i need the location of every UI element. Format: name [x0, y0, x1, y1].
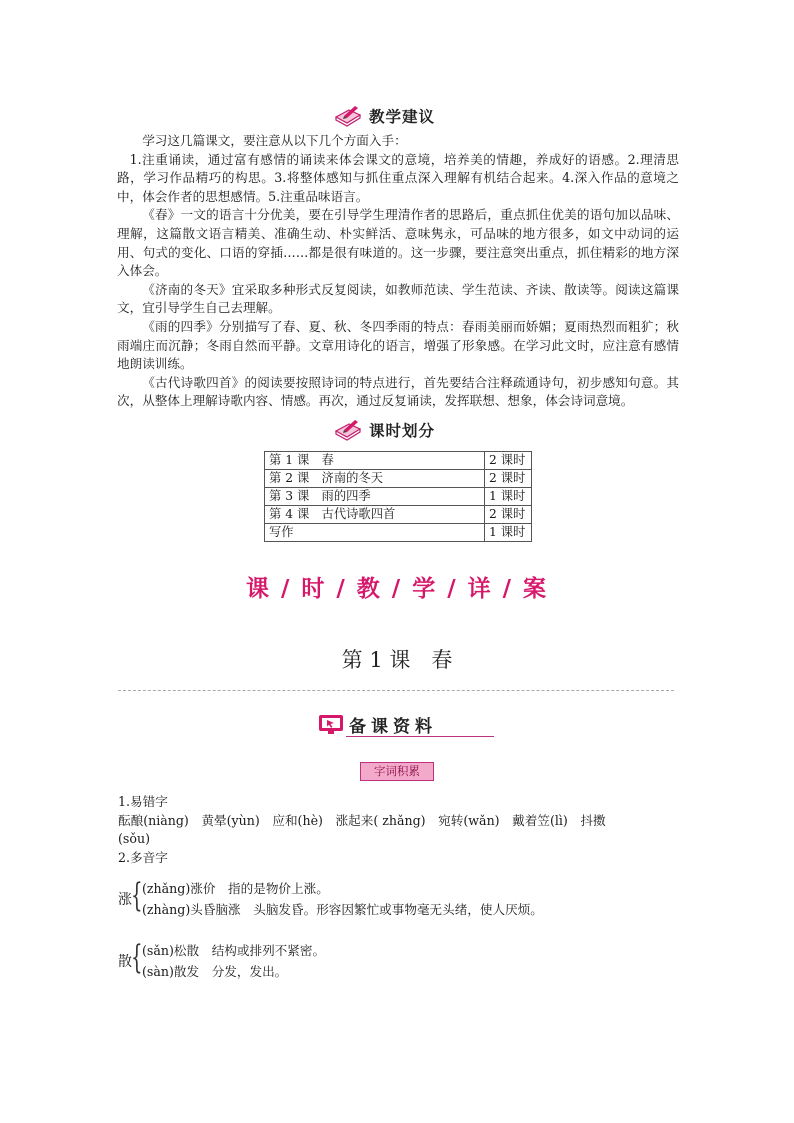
prep-title: 备课资料: [349, 717, 437, 737]
table-row: [265, 452, 532, 470]
lesson-cell: 第 4 课 古代诗歌四首: [265, 506, 485, 524]
typo-chars-list: 酝酿(niàng) 黄晕(yùn) 应和(hè) 涨起来( zhǎng) 宛转(wǎn) 戴着笠(lì) 抖擞: [118, 813, 606, 828]
lesson-cell: 第 1 课 春: [265, 452, 485, 470]
paragraph: 《春》一文的语言十分优美，要在引导学生理清作者的思路后，重点抓住优美的语句加以品味、理解，这篇散文语言精美、准确生动、朴实鲜活、意味隽永，可品味的地方很多，如文中动词的运用、句式的变化、口语的穿插……都是很有味道的。这一步骤，要注意突出重点，抓住精彩的地方深入体会。: [117, 207, 679, 279]
pen-book-icon: [333, 418, 363, 442]
pen-book-icon: [333, 104, 363, 128]
brace: {: [131, 937, 143, 976]
heading-polyphones: 2.多音字: [118, 850, 168, 865]
lesson-cell: 写作: [265, 524, 485, 542]
paragraph: 学习这几篇课文，要注意从以下几个方面入手：: [142, 133, 407, 148]
hours-cell: 2 课时: [485, 452, 532, 470]
table-row: [265, 524, 532, 542]
paragraph: 《雨的四季》分别描写了春、夏、秋、冬四季雨的特点：春雨美丽而娇媚；夏雨热烈而粗犷；秋雨端庄而沉静；冬雨自然而平静。文章用诗化的语言，增强了形象感。在学习此文时，应注意有感情地朗读训练。: [117, 318, 679, 372]
brace: {: [131, 875, 143, 914]
hours-cell: 2 课时: [485, 470, 532, 488]
polyphone-reading: (sǎn)松散 结构或排列不紧密。: [142, 943, 326, 958]
paragraph: 1.注重诵读，通过富有感情的诵读来体会课文的意境，培养美的情趣，养成好的语感。2.理清思路，学习作品精巧的构思。3.将整体感知与抓住重点深入理解有机结合起来。4.深入作品的意境之中，体会作者的思想感情。5.注重品味语言。: [117, 151, 679, 204]
lesson-cell: 第 2 课 济南的冬天: [265, 470, 485, 488]
title-underline: [346, 736, 494, 737]
prep-heading: [318, 712, 496, 744]
section-heading-teaching-advice: [333, 104, 435, 128]
monitor-icon: [318, 714, 344, 736]
hours-cell: 2 课时: [485, 506, 532, 524]
teaching-advice-body: [117, 132, 679, 411]
section-title: 课时划分: [369, 422, 436, 440]
table-row: [265, 488, 532, 506]
polyphone-char: 散: [118, 954, 132, 970]
paragraph: 《古代诗歌四首》的阅读要按照诗词的特点进行，首先要结合注释疏通诗句，初步感知句意。其次，从整体上理解诗歌内容、情感。再次，通过反复诵读，发挥联想、想象，体会诗词意境。: [117, 374, 679, 409]
section-heading-period-division: [333, 418, 435, 442]
table-row: [265, 470, 532, 488]
paragraph: 《济南的冬天》宜采取多种形式反复阅读，如教师范读、学生范读、齐读、散读等。阅读这篇课文，宜引导学生自己去理解。: [117, 281, 679, 316]
polyphone-reading: (zhǎng)涨价 指的是物价上涨。: [142, 881, 329, 896]
table-row: [265, 506, 532, 524]
section-title: 教学建议: [369, 108, 436, 126]
lesson-cell: 第 3 课 雨的四季: [265, 488, 485, 506]
period-table: [264, 451, 532, 542]
polyphone-reading: (zhàng)头昏脑涨 头脑发昏。形容因繁忙或事物毫无头绪，使人厌烦。: [142, 902, 543, 917]
polyphone-reading: (sàn)散发 分发，发出。: [142, 964, 288, 979]
polyphone-char: 涨: [118, 892, 132, 908]
main-title: 课 / 时 / 教 / 学 / 详 / 案: [245, 576, 549, 602]
divider: [118, 690, 674, 691]
lesson-title: 第 1 课 春: [341, 648, 453, 672]
hours-cell: 1 课时: [485, 488, 532, 506]
typo-chars-list-cont: (sǒu): [118, 831, 150, 846]
hours-cell: 1 课时: [485, 524, 532, 542]
heading-typo-chars: 1.易错字: [118, 794, 168, 809]
vocab-badge: 字词积累: [360, 762, 434, 781]
